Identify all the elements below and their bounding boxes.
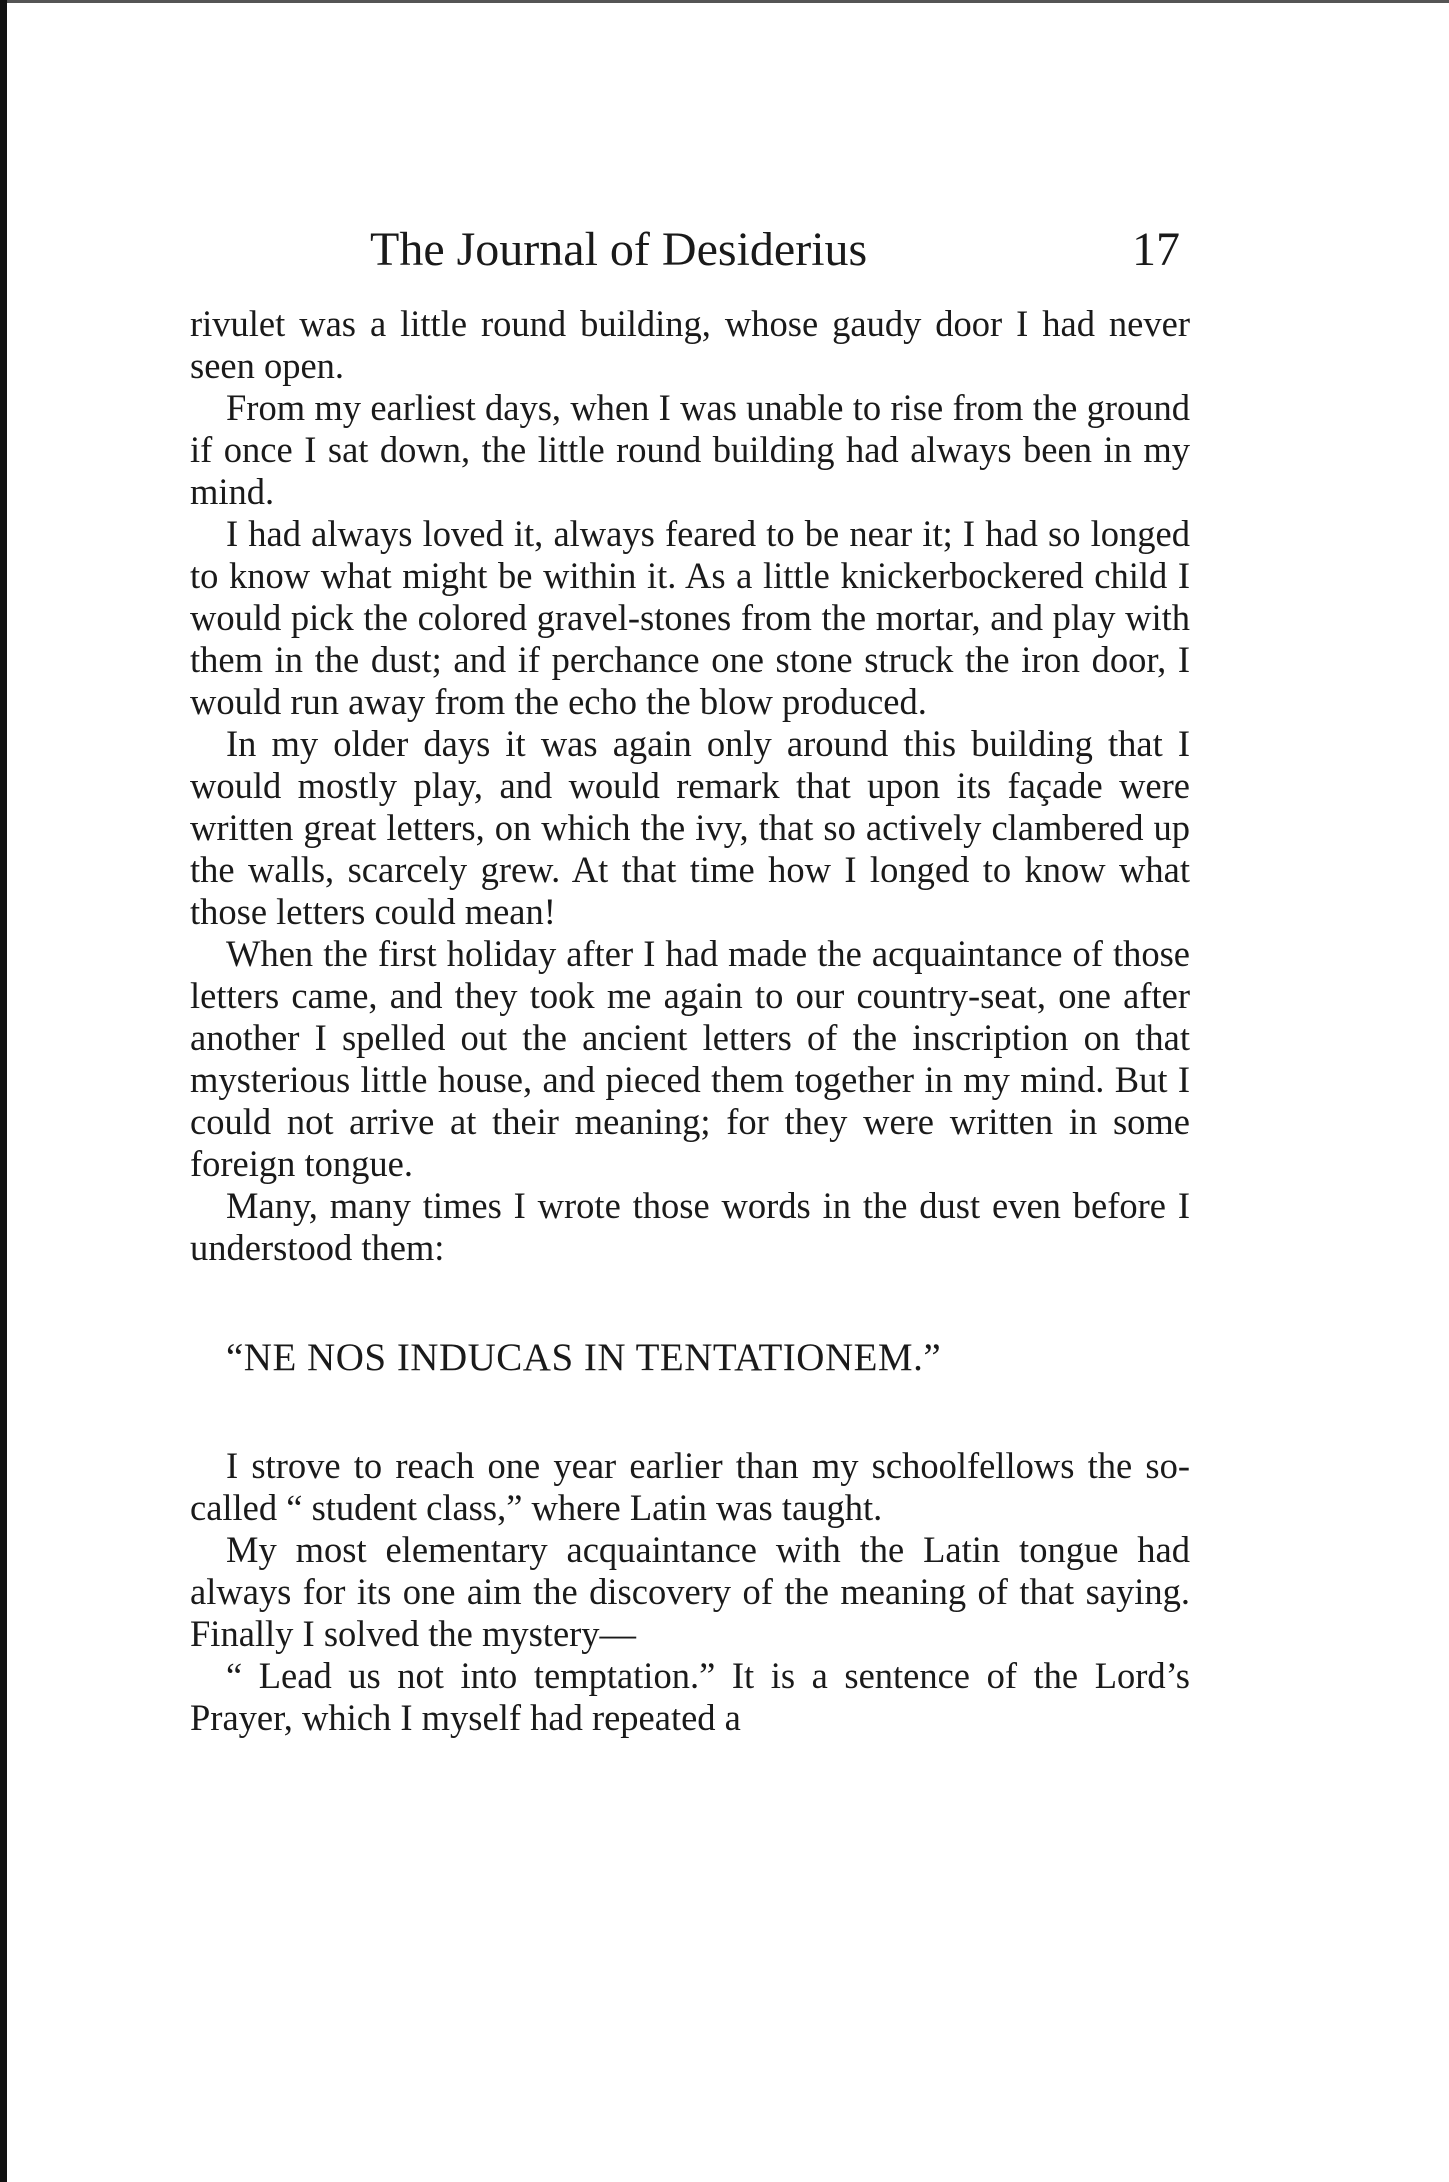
- paragraph: Many, many times I wrote those words in the dust even before I understood them:: [190, 1185, 1190, 1268]
- running-title: The Journal of Desiderius: [370, 223, 868, 276]
- paragraph: I had always loved it, always feared to be near it; I had so longed to know what might be within it. As a little knickerbockered child I would pick the colored gravel-stones from the mortar, and play with them in the dust; and if perchance one stone struck the iron door, I would run away from the echo the blow produced.: [190, 513, 1190, 722]
- running-head: [190, 205, 1190, 295]
- page-number: 17: [1132, 223, 1180, 276]
- body-text: [190, 303, 1190, 1739]
- page-left-edge: [0, 0, 7, 2182]
- inscription-quote: “NE NOS INDUCAS IN TENTATIONEM.”: [226, 1336, 942, 1379]
- book-page: [190, 205, 1190, 1739]
- paragraph: My most elementary acquaintance with the Latin tongue had always for its one aim the discovery of the meaning of that saying. Finally I solved the mystery—: [190, 1529, 1190, 1654]
- paragraph: “ Lead us not into temptation.” It is a sentence of the Lord’s Prayer, which I myself had repeated a: [190, 1655, 1190, 1738]
- paragraph: In my older days it was again only around this building that I would mostly play, and would remark that upon its façade were written great letters, on which the ivy, that so actively clambered up the walls, scarcely grew. At that time how I longed to know what those letters could mean!: [190, 723, 1190, 932]
- page-top-edge: [0, 0, 1449, 3]
- paragraph: rivulet was a little round building, whose gaudy door I had never seen open.: [190, 303, 1190, 386]
- paragraph: From my earliest days, when I was unable to rise from the ground if once I sat down, the little round building had always been in my mind.: [190, 387, 1190, 512]
- paragraph: I strove to reach one year earlier than my schoolfellows the so-called “ student class,” where Latin was taught.: [190, 1445, 1190, 1528]
- paragraph: When the first holiday after I had made the acquaintance of those letters came, and they took me again to our country-seat, one after another I spelled out the ancient letters of the inscription on that mysterious little house, and pieced them together in my mind. But I could not arrive at their meaning; for they were written in some foreign tongue.: [190, 933, 1190, 1184]
